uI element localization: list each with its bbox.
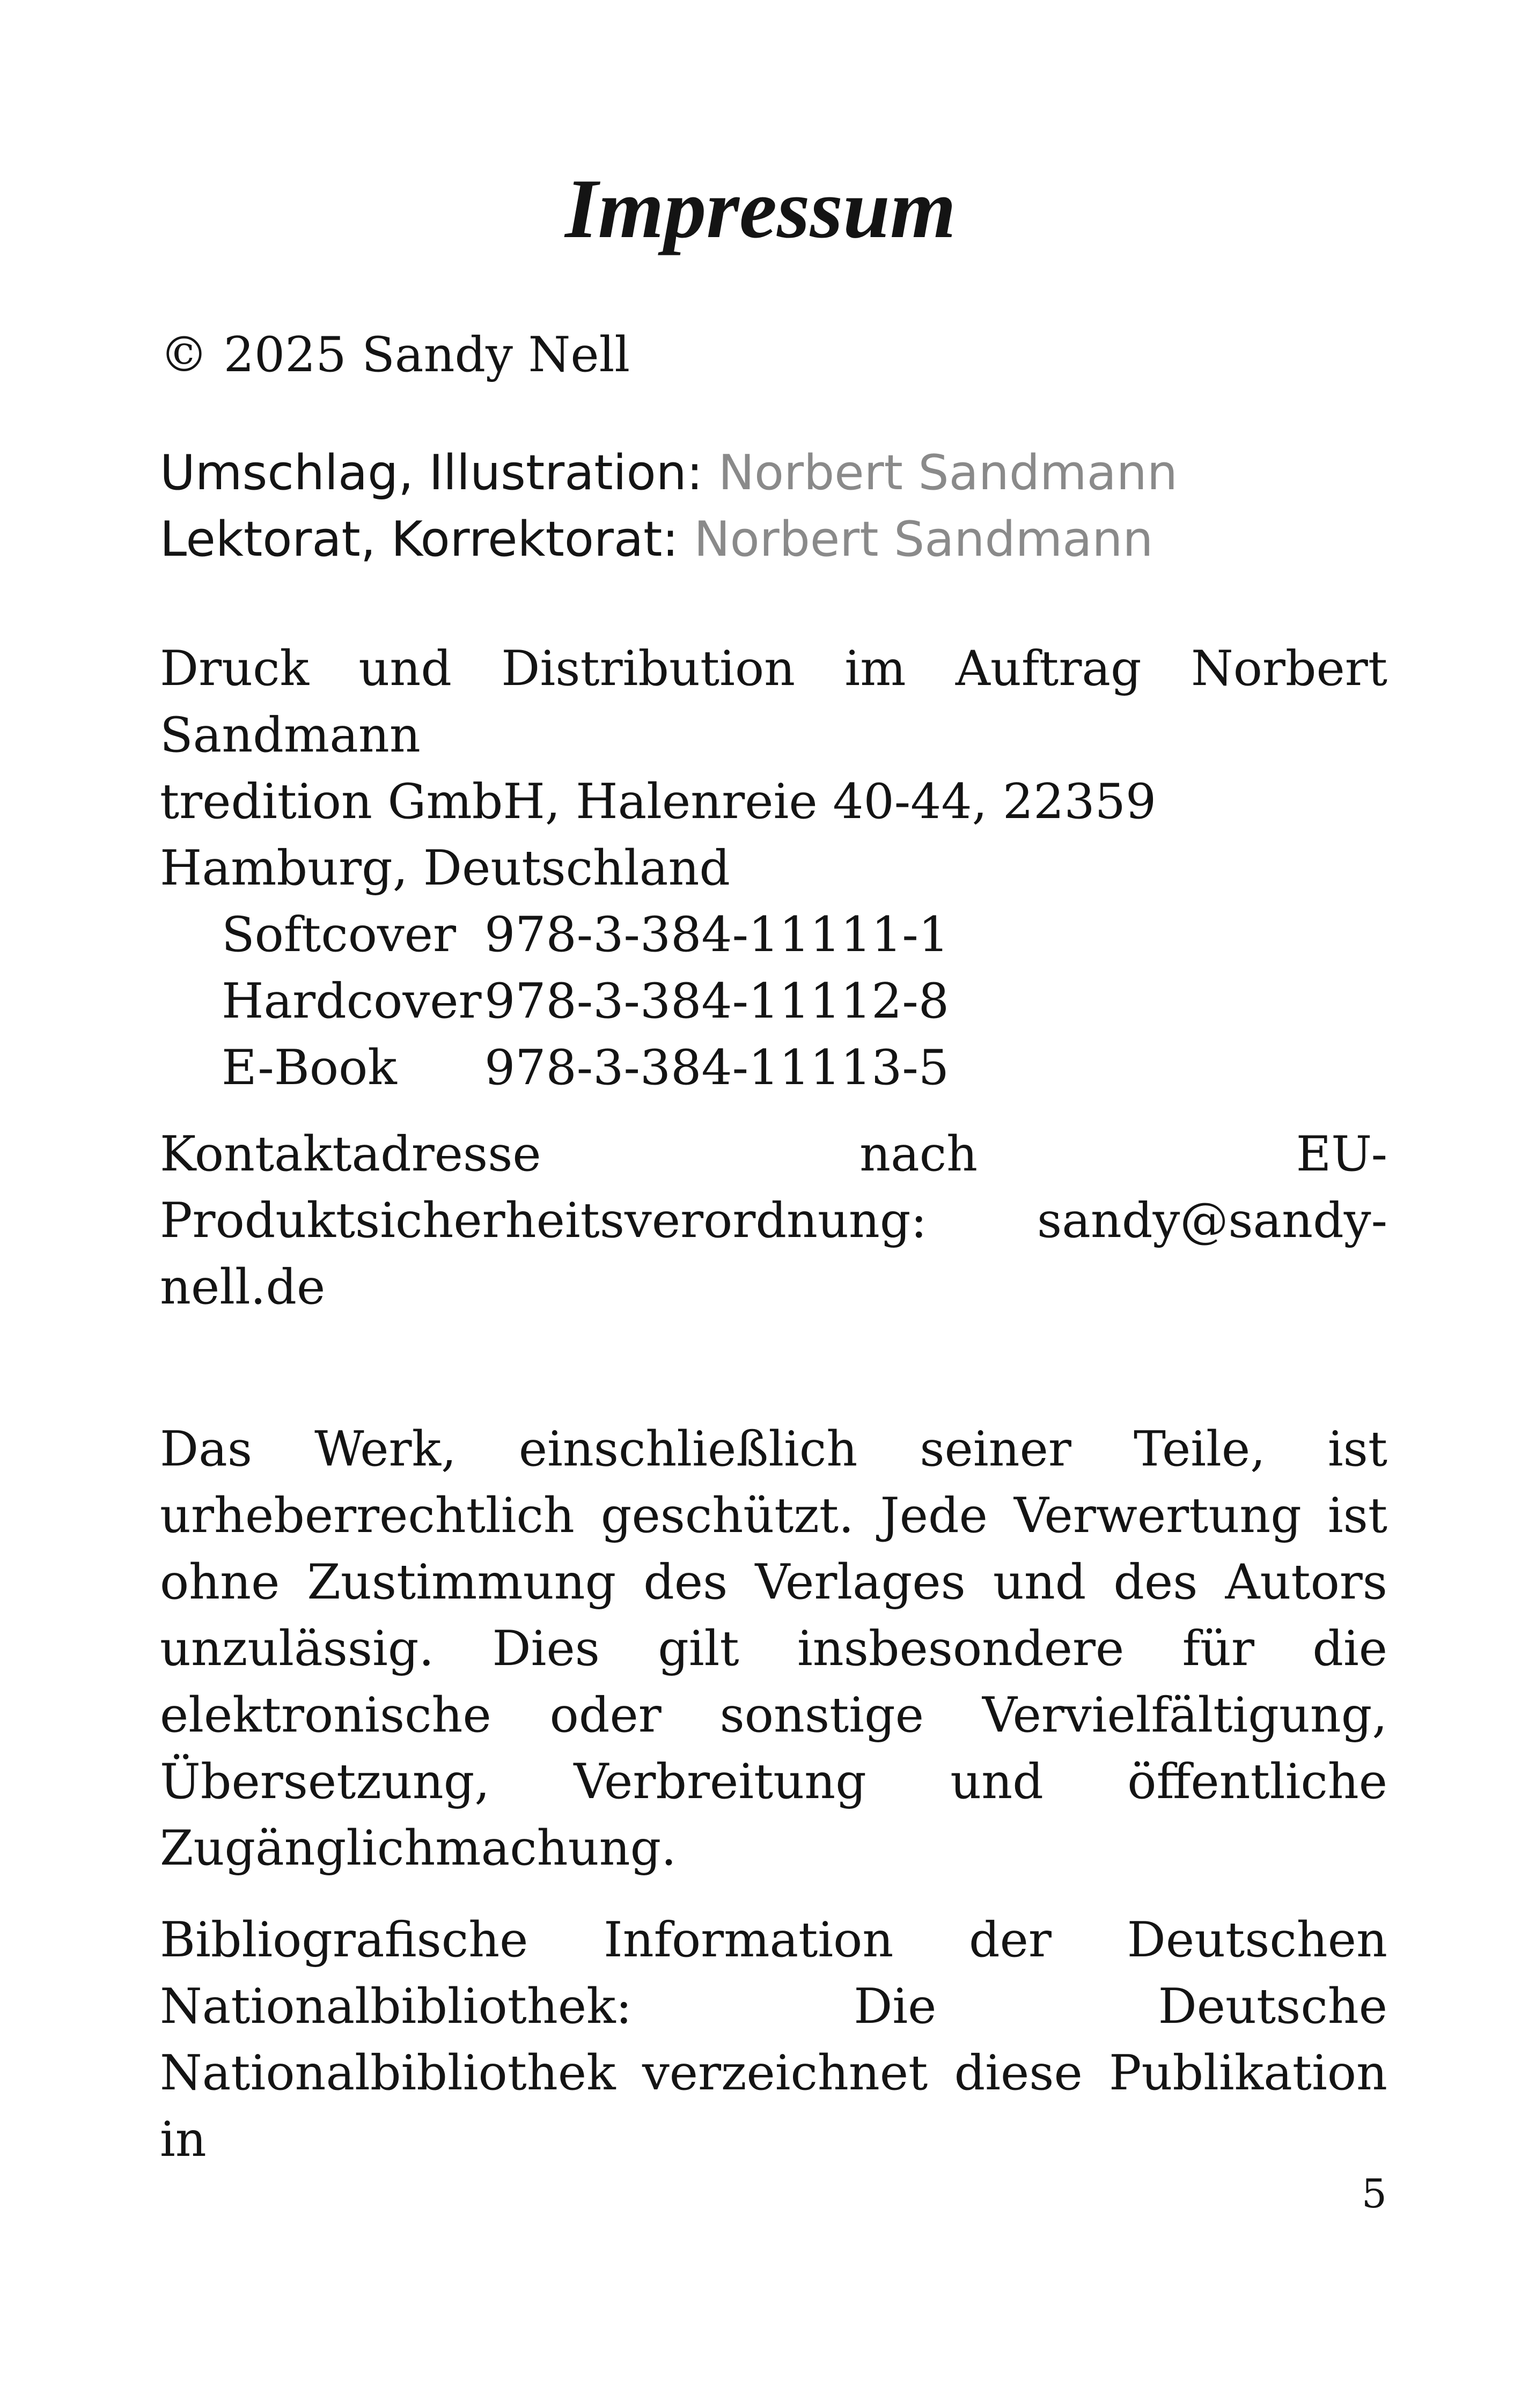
credit-label: Lektorat, Korrektorat: xyxy=(160,511,694,568)
isbn-format: Softcover xyxy=(222,907,457,963)
credit-illustration xyxy=(160,440,1387,506)
isbn-format: E-Book xyxy=(222,1040,397,1096)
printing-block xyxy=(160,636,1387,1101)
isbn-format: Hardcover xyxy=(222,973,482,1029)
isbn-list xyxy=(160,902,1387,1101)
printing-commission: Druck und Distribution im Auftrag Norbert Sandmann xyxy=(160,640,1387,763)
page-number: 5 xyxy=(1361,2171,1387,2217)
isbn-row xyxy=(160,902,1387,968)
contact-address: Kontaktadresse nach EU-Produktsicherheitsverordnung: sandy@sandy-nell.de xyxy=(160,1126,1387,1315)
credit-label: Umschlag, Illustration: xyxy=(160,445,718,501)
isbn-row xyxy=(160,1035,1387,1101)
copyright-notice: Das Werk, einschließlich seiner Teile, ist urheberrechtlich geschützt. Jede Verwertung ist ohne Zustimmung des Verlages und des Autors unzulässig. Dies gilt insbesondere für die elektronische oder sonstige Vervielfältigung, Übersetzung, Verbreitung und öffentliche Zugänglichmachung. xyxy=(160,1421,1387,1876)
credit-editing xyxy=(160,506,1387,573)
isbn-number: 978-3-384-11113-5 xyxy=(484,1040,950,1096)
bibliographic-info: Bibliografische Information der Deutschen Nationalbibliothek: Die Deutsche Nationalbibliothek verzeichnet diese Publikation in xyxy=(160,1912,1387,2168)
copyright-line: © 2025 Sandy Nell xyxy=(160,327,630,383)
credit-name: Norbert Sandmann xyxy=(718,445,1178,501)
printing-address: tredition GmbH, Halenreie 40-44, 22359 Hamburg, Deutschland xyxy=(160,774,1157,896)
credit-name: Norbert Sandmann xyxy=(694,511,1153,568)
credits-block xyxy=(160,440,1387,573)
isbn-row xyxy=(160,968,1387,1035)
isbn-number: 978-3-384-11111-1 xyxy=(484,907,950,963)
isbn-number: 978-3-384-11112-8 xyxy=(484,973,950,1029)
page-title: Impressum xyxy=(565,162,956,256)
